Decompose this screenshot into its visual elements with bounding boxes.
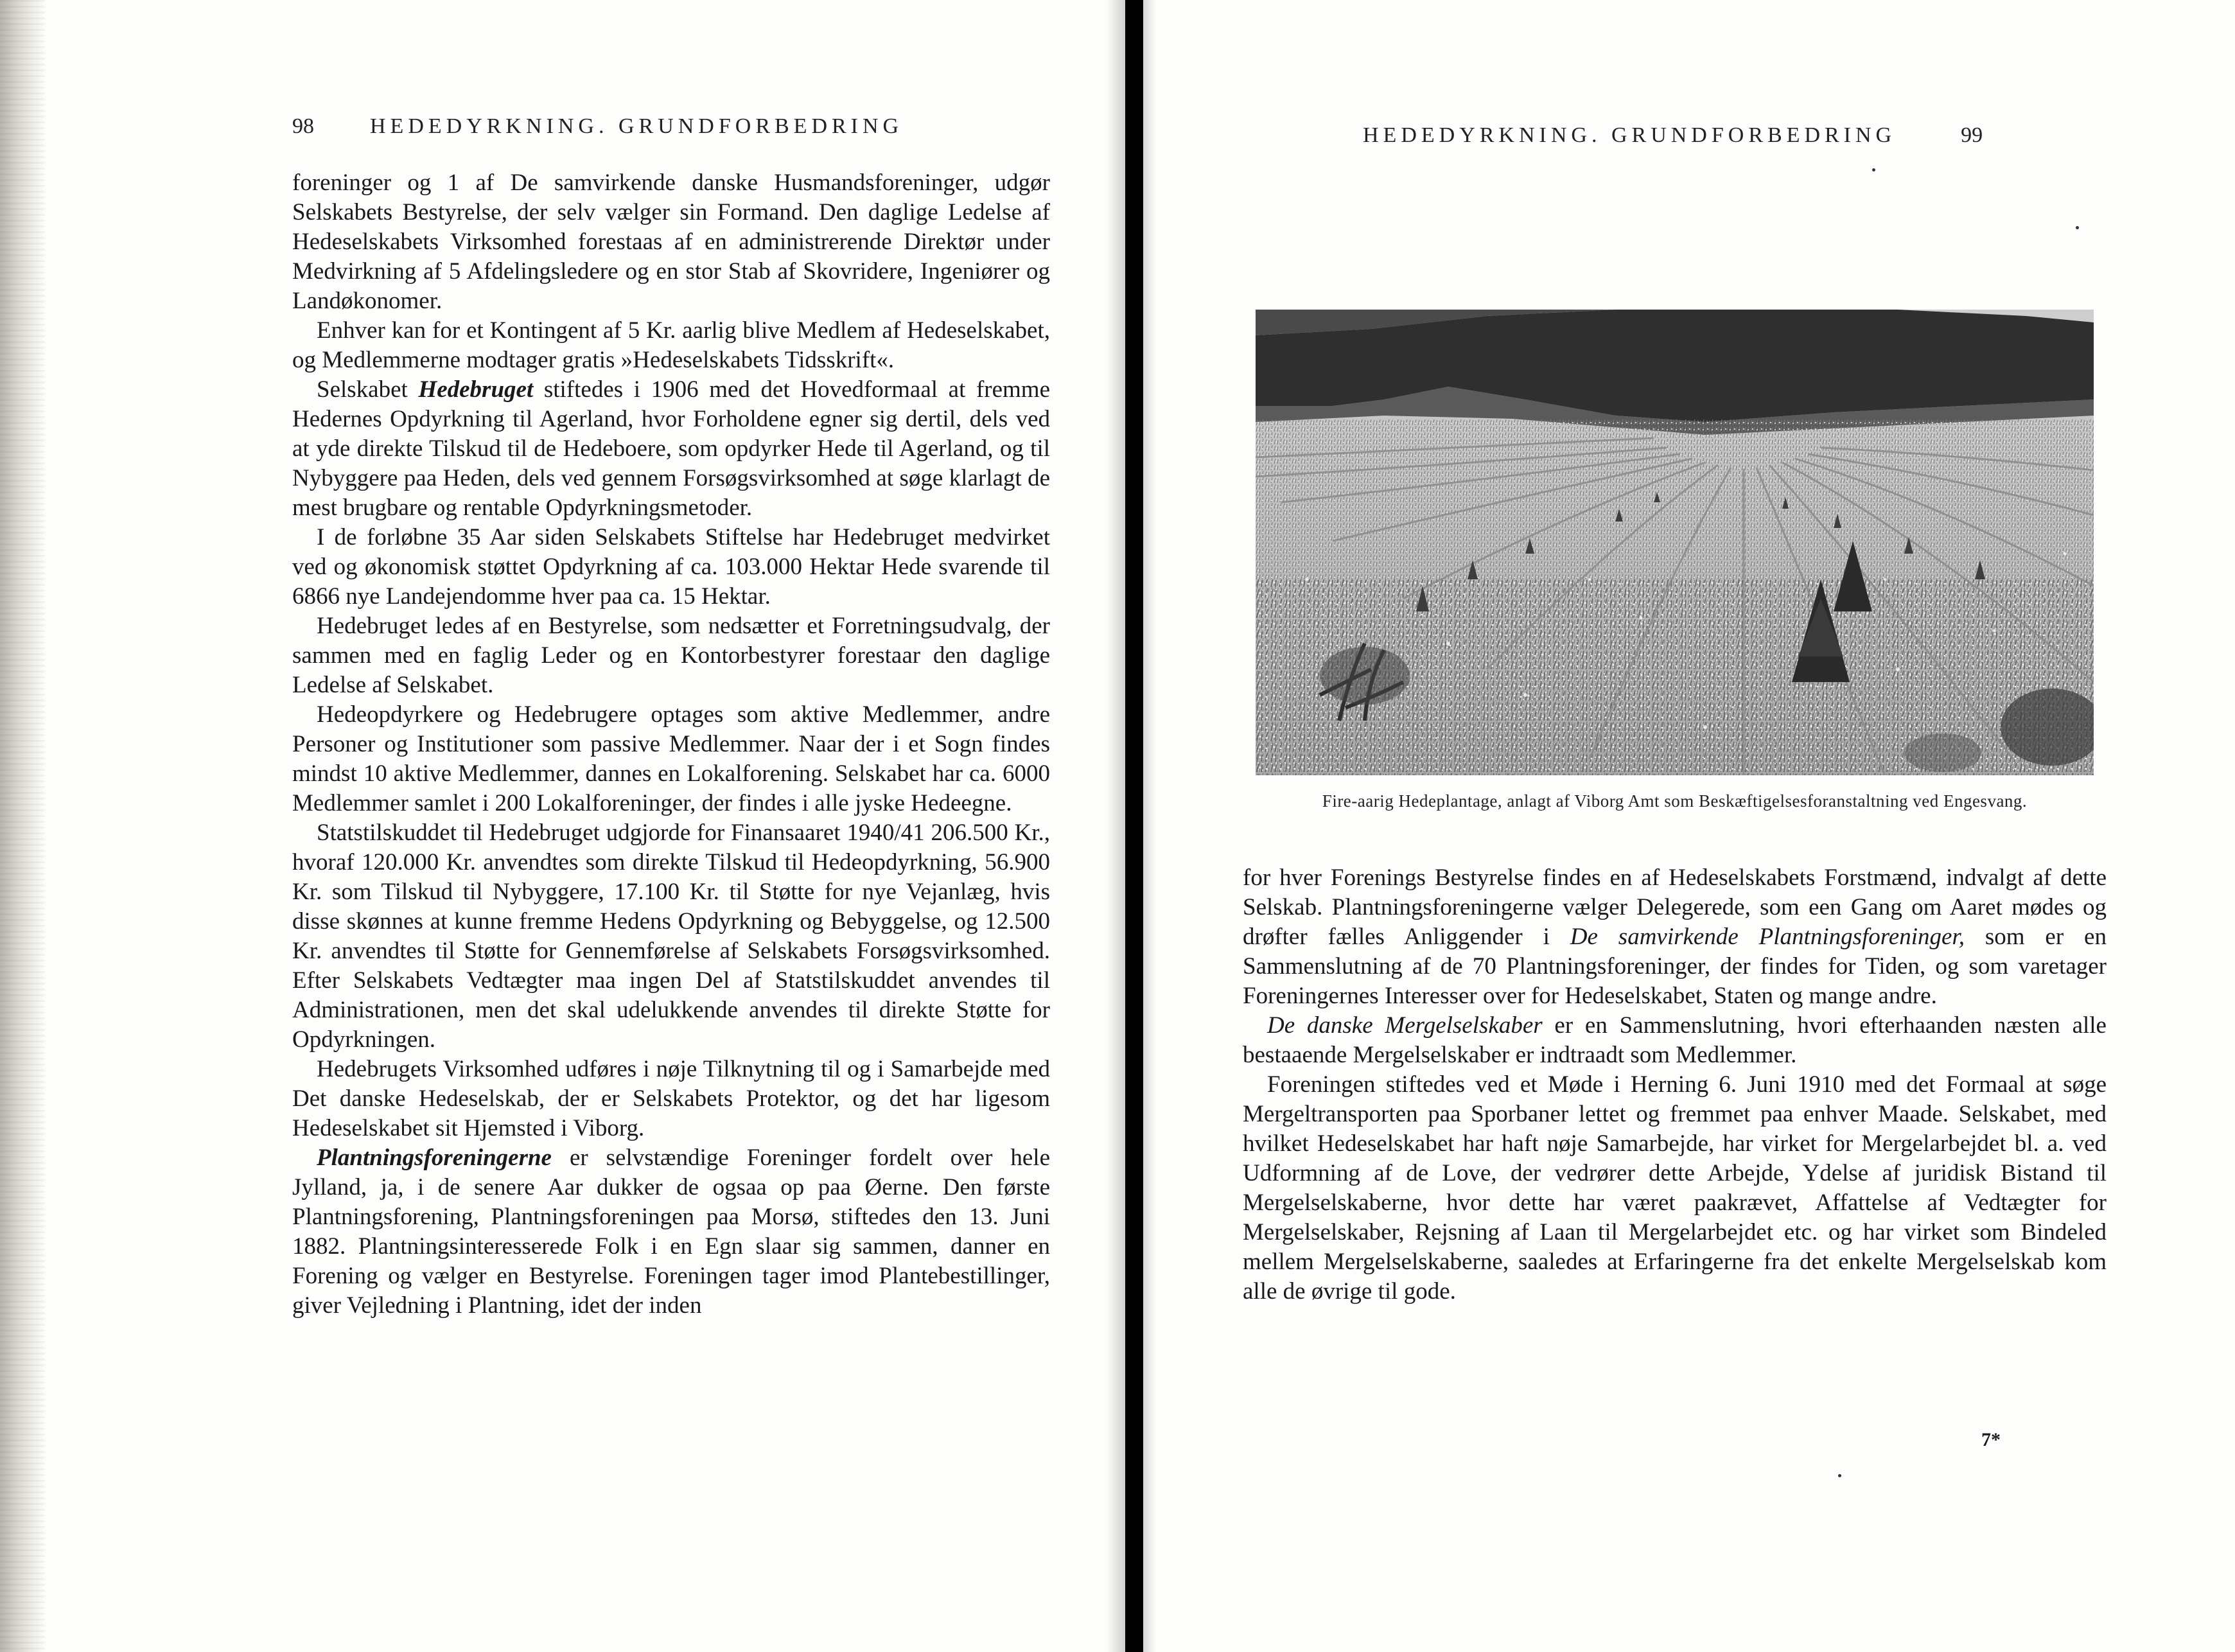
gutter-shadow bbox=[1106, 0, 1125, 1652]
right-page-number: 99 bbox=[1961, 123, 1983, 147]
left-page-number: 98 bbox=[292, 114, 314, 138]
right-page bbox=[1143, 0, 2235, 1652]
paragraph bbox=[292, 818, 1050, 1055]
page-fore-edge bbox=[0, 0, 45, 1652]
gutter-shadow bbox=[1143, 0, 1156, 1652]
paragraph bbox=[292, 168, 1050, 316]
paragraph bbox=[292, 700, 1050, 818]
print-speck bbox=[1838, 1474, 1841, 1477]
text-run: Hedebruget ledes af en Bestyrelse, som nedsætter et Forretningsudvalg, der sammen med en faglig Leder og en Kontorbestyrer forestaar den daglige Ledelse af Selskabet. bbox=[292, 613, 1050, 698]
paragraph bbox=[292, 1055, 1050, 1143]
text-run: er selvstændige Foreninger fordelt over hele Jylland, ja, i de senere Aar dukker de ogsaa op paa Øerne. Den første Plantningsforening, Plantningsforeningen paa Morsø, stiftedes den 13. Juni 1882. Plantningsinteresserede Folk i en Egn slaar sig sammen, danner en Forening og vælger en Bestyrelse. Foreningen tager imod Plantebestillinger, giver Vejledning i Plantning, idet der inden bbox=[292, 1145, 1050, 1319]
italic-term: Plantningsforeningerne bbox=[317, 1145, 552, 1171]
text-run: foreninger og 1 af De samvirkende danske Husmandsforeninger, udgør Selskabets Bestyrelse, der selv vælger sin Formand. Den daglige Ledelse af Hedeselskabets Virksomhed forestaas af en administrerende Direktør under Medvirkning af 5 Afdelingsledere og en stor Stab af Skovridere, Ingeniører og Landøkonomer. bbox=[292, 170, 1050, 314]
paragraph bbox=[292, 611, 1050, 700]
signature-mark: 7* bbox=[1981, 1429, 2001, 1450]
photo-caption: Fire-aarig Hedeplantage, anlagt af Viborg Amt som Beskæftigelsesforanstaltning ved Engesvang. bbox=[1322, 791, 2028, 811]
paragraph bbox=[1243, 1070, 2107, 1306]
heath-plantation-photo bbox=[1256, 310, 2094, 775]
paragraph bbox=[292, 523, 1050, 611]
text-run: for hver Forenings Bestyrelse findes en af Hedeselskabets Forstmænd, indvalgt af dette Selskab. Plantningsforeningerne vælger Delegerede, som een Gang om Aaret mødes og drøfter fælles Anliggender i bbox=[1243, 865, 2107, 950]
text-run: Foreningen stiftedes ved et Møde i Herning 6. Juni 1910 med det Formaal at søge Mergeltransporten paa Sporbaner lettet og fremmet paa enhver Maade. Selskabet, med hvilket Hedeselskabet har haft nøje Samarbejde, har virket for Mergelarbejdet bl. a. ved Udformning af de Love, der vedrører dette Arbejde, Ydelse af juridisk Bistand til Mergelselskaberne, hvor dette har været paakrævet, Affattelse af Vedtægter for Mergelselskaber, Rejsning af Laan til Mergelarbejdet etc. og har virket som Bindeled mellem Mergelselskaberne, saaledes at Erfaringerne fra det enkelte Mergelselskab kom alle de øvrige til gode. bbox=[1243, 1071, 2107, 1305]
paragraph bbox=[292, 375, 1050, 523]
text-run: I de forløbne 35 Aar siden Selskabets Stiftelse har Hedebruget medvirket ved og økonomisk støttet Opdyrkning af ca. 103.000 Hektar Hede svarende til 6866 nye Landejendomme hver paa ca. 15 Hektar. bbox=[292, 524, 1050, 610]
text-run: stiftedes i 1906 med det Hovedformaal at fremme Hedernes Opdyrkning til Agerland, hvor Forholdene egner sig dertil, dels ved at yde direkte Tilskud til de Hedeboere, som opdyrker Hede til Agerland, og til Nybyggere paa Heden, dels ved gennem Forsøgsvirksomhed at søge klarlagt de mest brugbare og rentable Opdyrkningsmetoder. bbox=[292, 376, 1050, 521]
text-run: Enhver kan for et Kontingent af 5 Kr. aarlig blive Medlem af Hedeselskabet, og Medlemmerne modtager gratis »Hedeselskabets Tidsskrift«. bbox=[292, 317, 1050, 373]
print-speck bbox=[2076, 226, 2079, 229]
text-run: Statstilskuddet til Hedebruget udgjorde for Finansaaret 1940/41 206.500 Kr., hvoraf 120.000 Kr. anvendtes som direkte Tilskud til Hedeopdyrkning, 56.900 Kr. som Tilskud til Nybyggere, 17.100 Kr. til Støtte for nye Vejanlæg, hvis disse skønnes at kunne fremme Hedens Opdyrkning og Bebyggelse, og 12.500 Kr. anvendtes til Støtte for Gennemførelse af Selskabets Forsøgsvirksomhed. Efter Selskabets Vedtægter maa ingen Del af Statstilskuddet anvendes til Administrationen, men det skal udelukkende anvendes til direkte Støtte for Opdyrkningen. bbox=[292, 820, 1050, 1053]
paragraph bbox=[292, 316, 1050, 375]
right-running-head bbox=[1363, 123, 1983, 148]
right-body-text bbox=[1243, 863, 2107, 1306]
paragraph bbox=[1243, 863, 2107, 1011]
text-run: Selskabet bbox=[317, 376, 419, 403]
italic-term: Hedebruget bbox=[418, 376, 534, 403]
right-header-title: HEDEDYRKNING. GRUNDFORBEDRING bbox=[1363, 123, 1897, 147]
paragraph bbox=[1243, 1011, 2107, 1070]
text-run: som er en Sammenslutning af de 70 Plantningsforeninger, der findes for Tiden, og som varetager Foreningernes Interesser over for Hedeselskabet, Staten og mange andre. bbox=[1243, 924, 2107, 1009]
text-run: er en Sammenslutning, hvori efterhaanden næsten alle bestaaende Mergelselskaber er indtraadt som Medlemmer. bbox=[1243, 1012, 2107, 1068]
paragraph bbox=[292, 1143, 1050, 1321]
left-body-text bbox=[292, 168, 1050, 1321]
print-speck bbox=[1872, 168, 1875, 171]
text-run: Hedeopdyrkere og Hedebrugere optages som aktive Medlemmer, andre Personer og Institutioner som passive Medlemmer. Naar der i et Sogn findes mindst 10 aktive Medlemmer, dannes en Lokalforening. Selskabet har ca. 6000 Medlemmer samlet i 200 Lokalforeninger, der findes i alle jyske Hedeegne. bbox=[292, 701, 1050, 816]
left-header-title: HEDEDYRKNING. GRUNDFORBEDRING bbox=[370, 114, 904, 138]
italic-term: De danske Mergelselskaber bbox=[1267, 1012, 1543, 1039]
text-run: Hedebrugets Virksomhed udføres i nøje Tilknytning til og i Samarbejde med Det danske Hedeselskab, der er Selskabets Protektor, og det har ligesom Hedeselskabet sit Hjemsted i Viborg. bbox=[292, 1056, 1050, 1141]
left-running-head bbox=[292, 114, 903, 139]
italic-term: De samvirkende Plantningsforeninger, bbox=[1570, 924, 1965, 950]
